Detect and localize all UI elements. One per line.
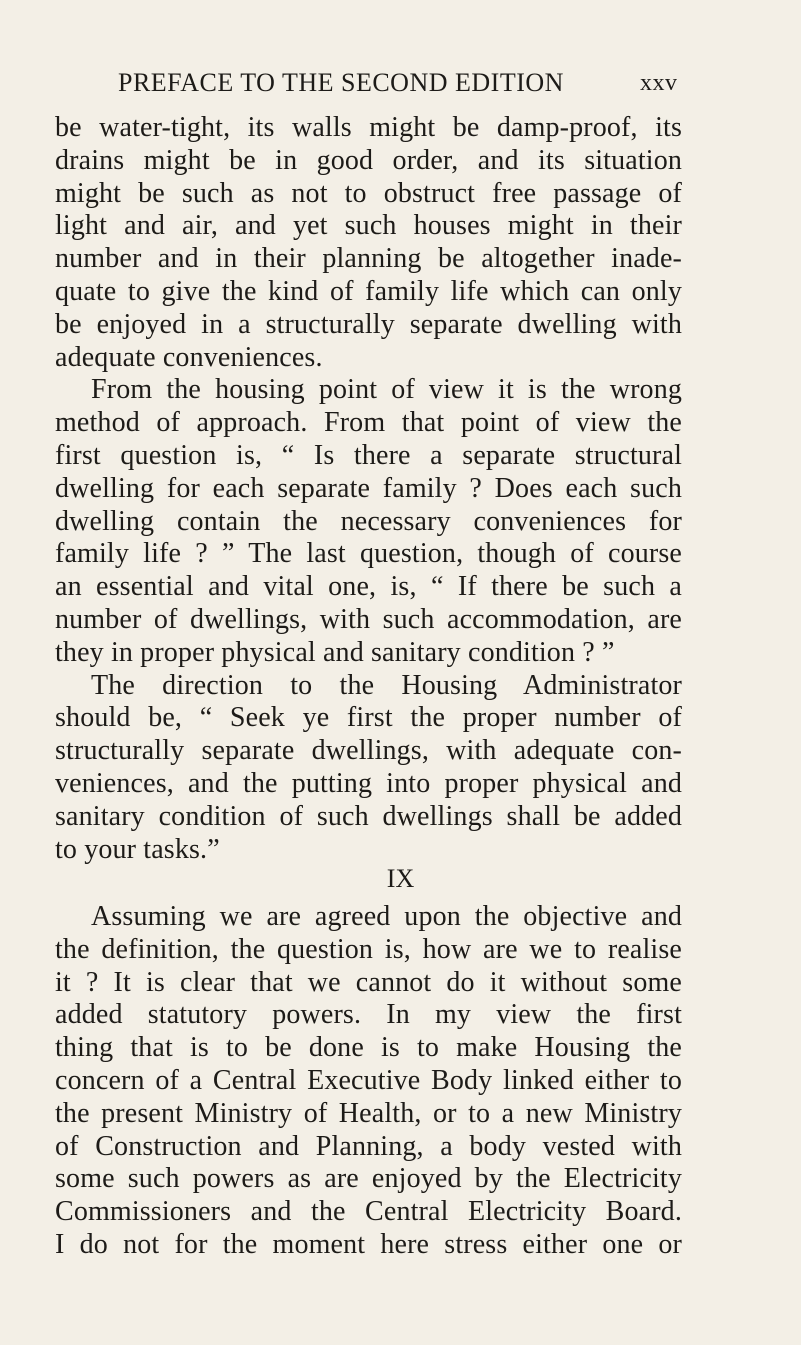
text-line: dwelling contain the necessary conveniences for: [55, 505, 682, 537]
text-line: added statutory powers. In my view the first: [55, 999, 682, 1031]
section-heading: IX: [386, 864, 415, 893]
text-line: structurally separate dwellings, with adequate con-: [55, 735, 682, 767]
text-line: family life ? ” The last question, though of course: [55, 538, 682, 570]
text-line: adequate conveniences.: [55, 341, 323, 373]
text-line: Commissioners and the Central Electricity Board.: [55, 1196, 682, 1228]
text-line: they in proper physical and sanitary condition ? ”: [55, 636, 615, 668]
running-title: PREFACE TO THE SECOND EDITION: [118, 68, 564, 97]
text-line: From the housing point of view it is the wrong: [91, 374, 682, 406]
text-block-section-ix: [55, 901, 682, 1262]
text-line: be enjoyed in a structurally separate dwelling with: [55, 308, 682, 340]
text-line: the present Ministry of Health, or to a new Ministry: [55, 1097, 682, 1129]
text-line: dwelling for each separate family ? Does each such: [55, 472, 682, 504]
text-line: it ? It is clear that we cannot do it without some: [55, 966, 682, 998]
text-line: an essential and vital one, is, “ If there be such a: [55, 571, 682, 603]
text-line: the definition, the question is, how are we to realise: [55, 933, 682, 965]
text-line: might be such as not to obstruct free passage of: [55, 177, 682, 209]
text-line: thing that is to be done is to make Housing the: [55, 1032, 682, 1064]
text-line: be water-tight, its walls might be damp-proof, its: [55, 112, 682, 143]
text-line: The direction to the Housing Administrator: [91, 669, 682, 701]
text-line: first question is, “ Is there a separate structural: [55, 439, 682, 471]
text-line: veniences, and the putting into proper physical and: [55, 767, 682, 799]
text-line: of Construction and Planning, a body vested with: [55, 1130, 682, 1162]
text-line: to your tasks.”: [55, 833, 220, 865]
text-line: drains might be in good order, and its situation: [55, 144, 682, 176]
text-line: method of approach. From that point of view the: [55, 407, 682, 439]
text-line: number and in their planning be altogether inade-: [55, 243, 682, 275]
text-line: I do not for the moment here stress either one or: [55, 1228, 682, 1260]
text-line: quate to give the kind of family life which can only: [55, 275, 682, 307]
text-line: should be, “ Seek ye first the proper number of: [55, 702, 682, 734]
text-line: sanitary condition of such dwellings shall be added: [55, 800, 682, 832]
running-head: [118, 63, 681, 103]
page-number: xxv: [640, 70, 678, 96]
text-line: some such powers as are enjoyed by the Electricity: [55, 1163, 682, 1195]
text-line: light and air, and yet such houses might in their: [55, 210, 682, 242]
text-block-continuation: [55, 112, 682, 866]
text-line: concern of a Central Executive Body linked either to: [55, 1064, 682, 1096]
text-line: Assuming we are agreed upon the objective and: [91, 901, 682, 932]
text-line: number of dwellings, with such accommodation, are: [55, 603, 682, 635]
